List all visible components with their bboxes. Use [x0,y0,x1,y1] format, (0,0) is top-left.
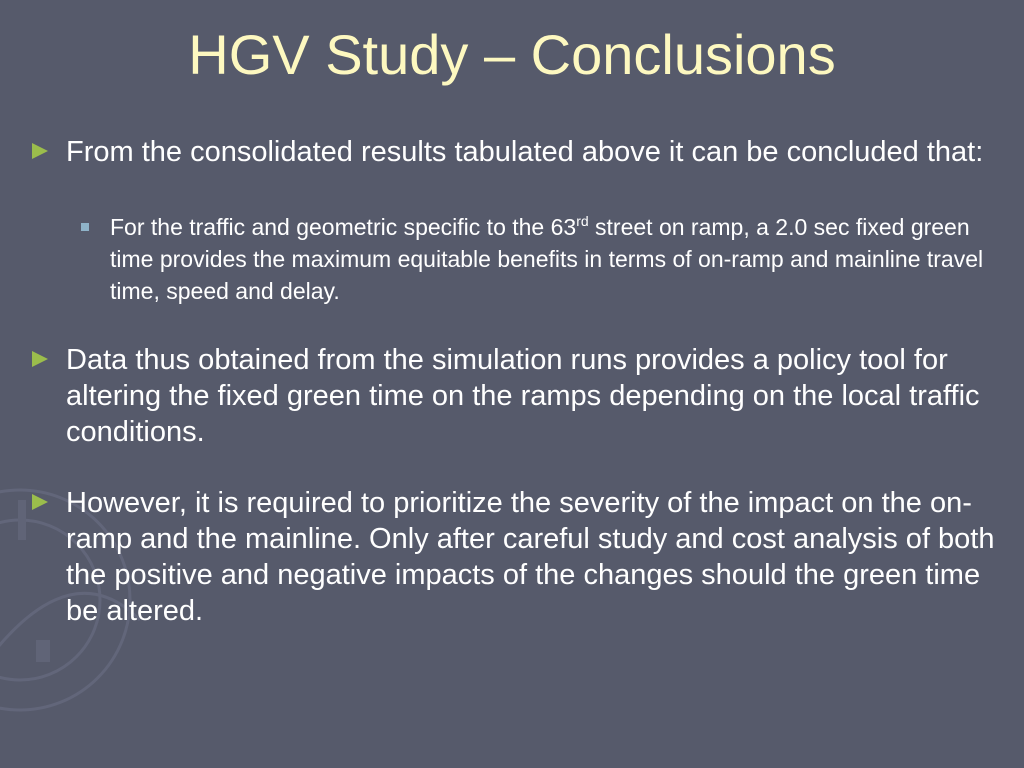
square-icon [81,223,89,231]
sub-bullet-text-end: street on ramp, a 2.0 sec fixed green time provides the maximum equitable benefits in terms of on-ramp and mainline travel time, speed and delay. [110,214,984,304]
sub-bullet-list [66,211,1005,307]
bullet-text: Data thus obtained from the simulation runs provides a policy tool for altering the fixed green time on the ramps depending on the local traffic conditions. [66,344,980,448]
bullet-item [30,134,1005,307]
bullet-text: From the consolidated results tabulated above it can be concluded that: [66,136,984,168]
bullet-list [30,134,1005,664]
bullet-text: However, it is required to prioritize the severity of the impact on the on-ramp and the mainline. Only after careful study and cost analysis of both the positive and negative impacts of the changes should the green time be altered. [66,487,995,627]
triangle-right-icon [30,348,50,370]
triangle-right-icon [30,140,50,162]
bullet-item [30,485,1005,629]
sub-bullet-text-start: For the traffic and geometric specific to the 63 [110,214,577,240]
sub-bullet-item [110,211,1005,307]
slide-title: HGV Study – Conclusions [188,23,836,86]
ordinal-suffix: rd [576,213,589,229]
triangle-right-icon [30,491,50,513]
bullet-item [30,342,1005,450]
